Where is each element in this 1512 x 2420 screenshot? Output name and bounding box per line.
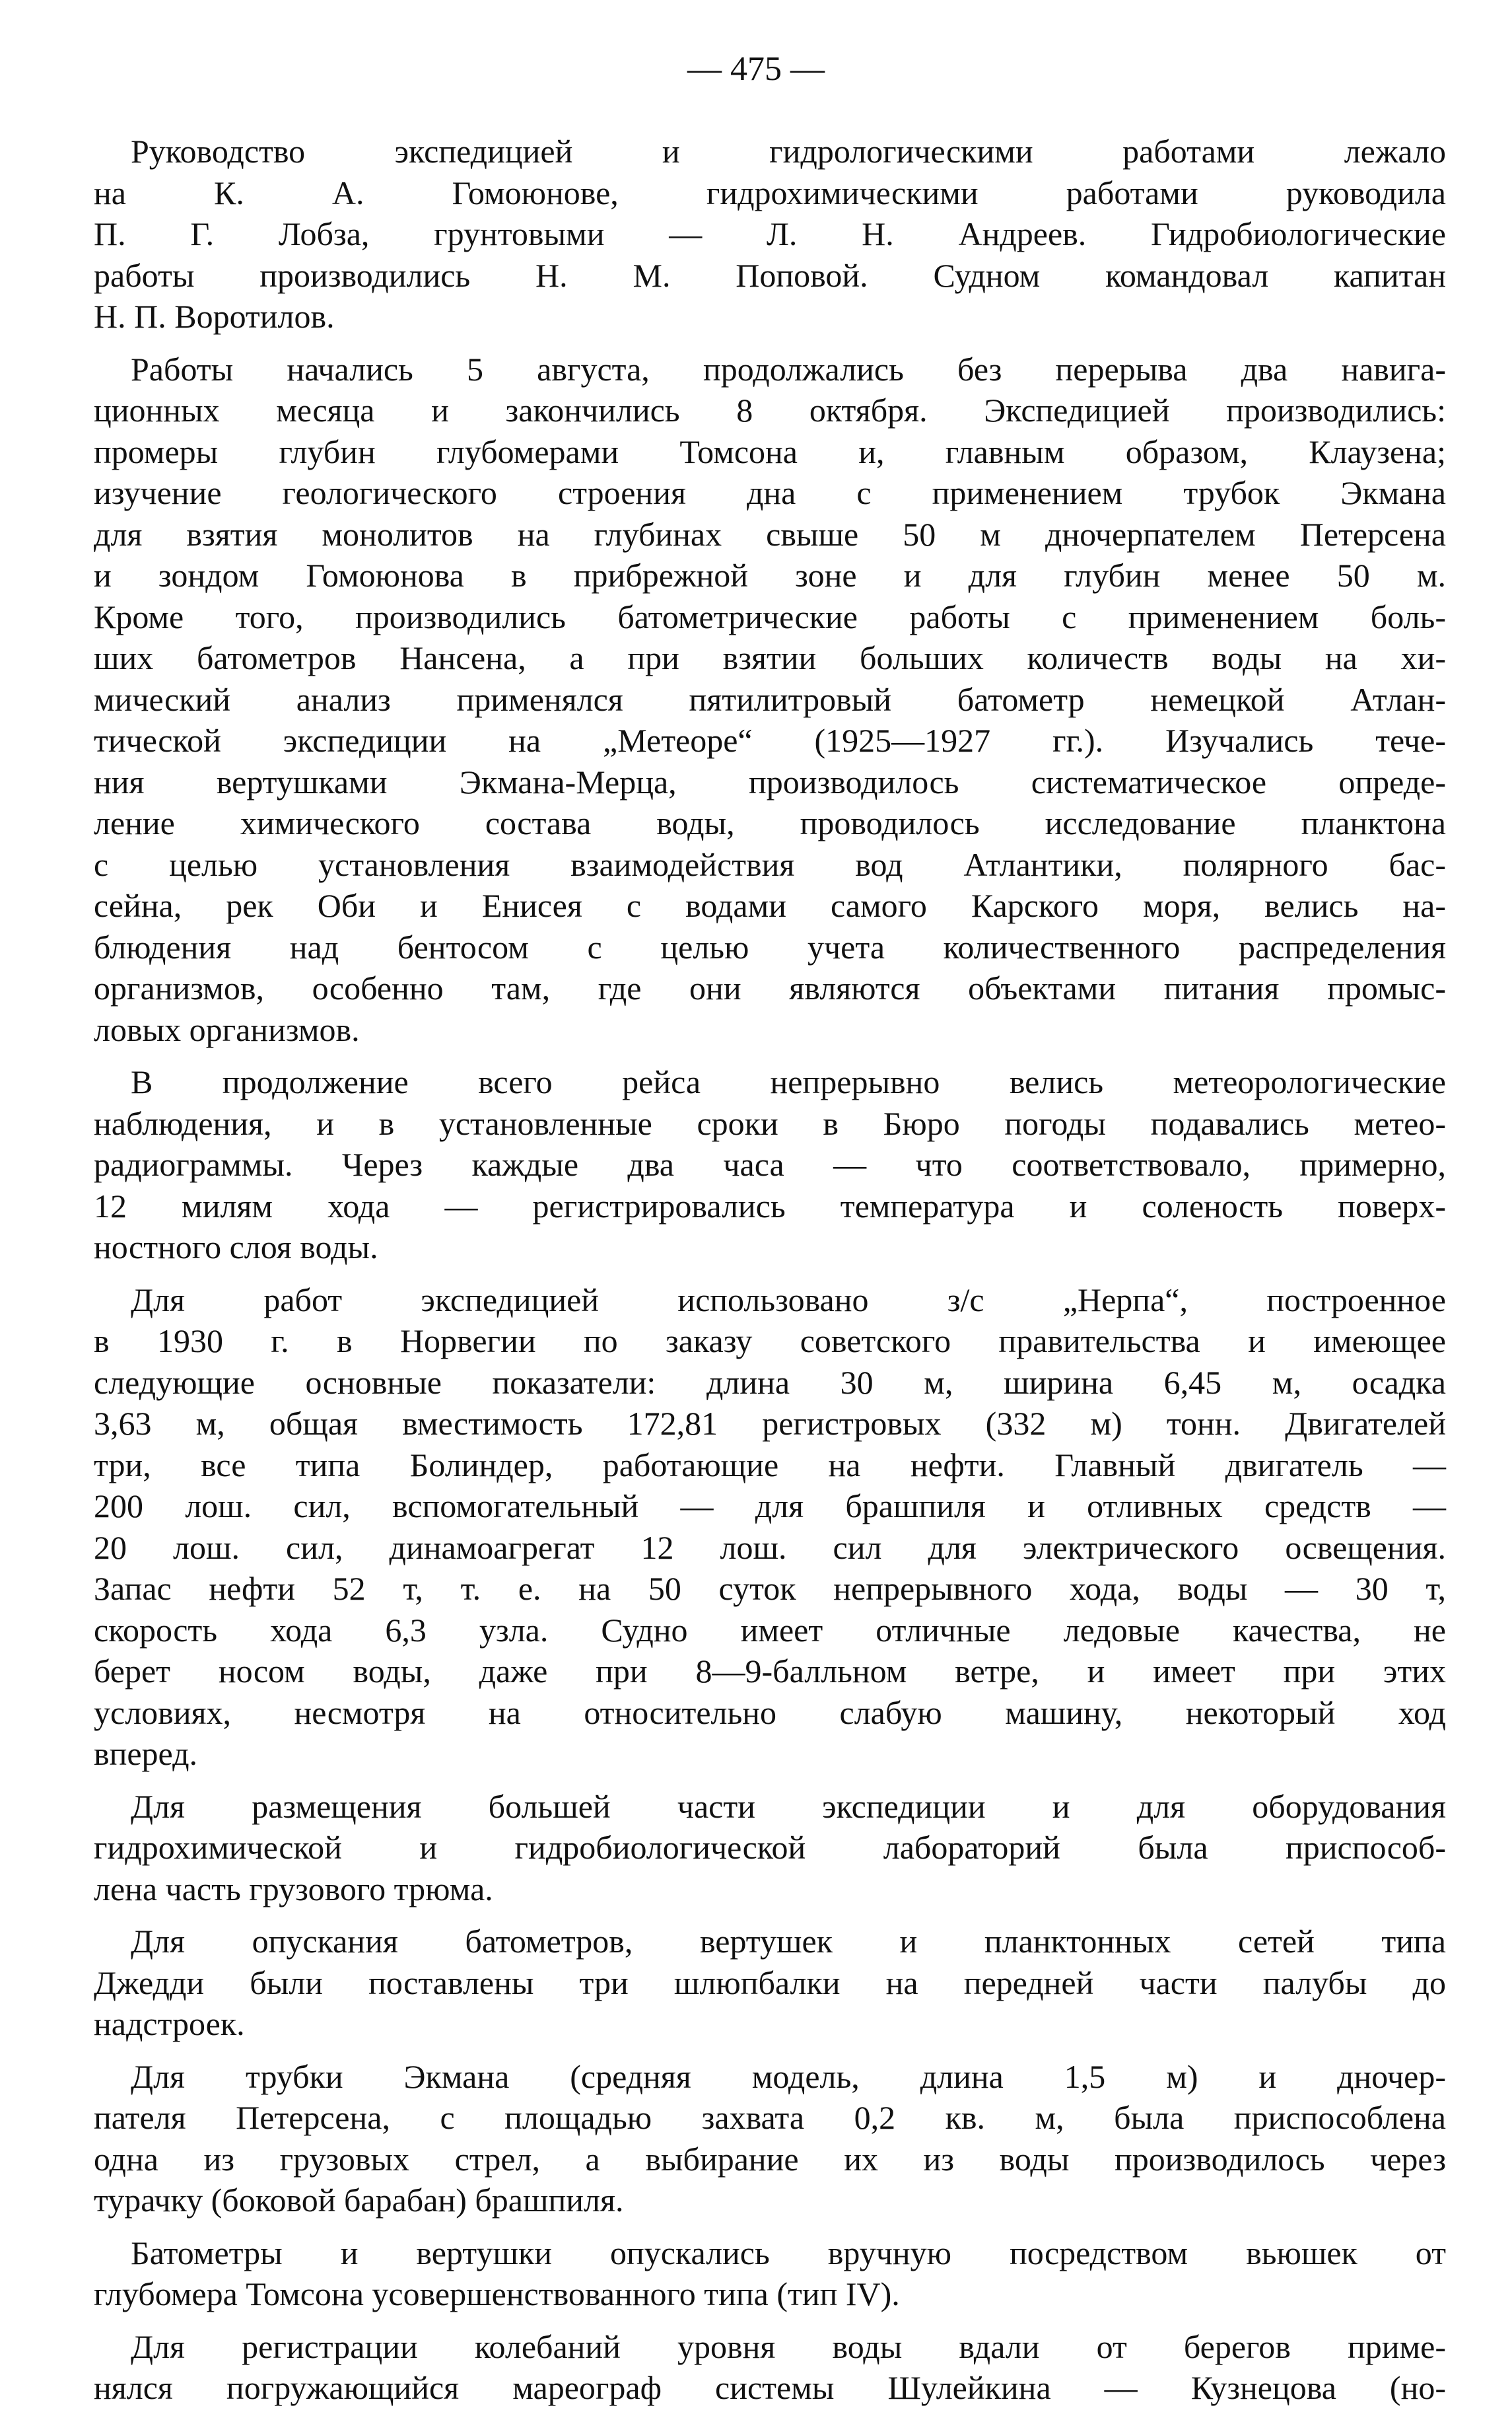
text-line: блюдения над бентосом с целью учета количественного распределения <box>94 928 1446 966</box>
text-line: работы производились Н. М. Поповой. Судном командовал капитан <box>94 256 1446 294</box>
text-line: тической экспедиции на „Метеоре“ (1925—1927 гг.). Изучались тече- <box>94 722 1446 759</box>
paragraph <box>94 1786 1446 1910</box>
text-line: В продолжение всего рейса непрерывно велись метеорологические <box>131 1063 1446 1100</box>
text-line: турачку (боковой барабан) брашпиля. <box>94 2182 624 2219</box>
text-line: ловых организмов. <box>94 1011 360 1048</box>
paragraph <box>94 2232 1446 2315</box>
text-line: на К. А. Гомоюнове, гидрохимическими работами руководила <box>94 174 1446 211</box>
text-line: и зондом Гомоюнова в прибрежной зоне и для глубин менее 50 м. <box>94 557 1446 594</box>
text-line: радиограммы. Через каждые два часа — что соответствовало, примерно, <box>94 1146 1446 1183</box>
text-line: Для размещения большей части экспедиции и для оборудования <box>131 1787 1446 1825</box>
text-line: П. Г. Лобза, грунтовыми — Л. Н. Андреев. Гидробиологические <box>94 215 1446 252</box>
text-line: ния вертушками Экмана-Мерца, производилось систематическое опреде- <box>94 763 1446 801</box>
text-line: организмов, особенно там, где они являются объектами питания промыс- <box>94 970 1446 1007</box>
text-line: ление химического состава воды, проводилось исследование планктона <box>94 804 1446 841</box>
text-line: Для регистрации колебаний уровня воды вдали от берегов приме- <box>131 2328 1446 2365</box>
text-line: Батометры и вертушки опускались вручную посредством вьюшек от <box>131 2234 1446 2271</box>
text-line: в 1930 г. в Норвегии по заказу советского правительства и имеющее <box>94 1322 1446 1359</box>
text-line: 200 лош. сил, вспомогательный — для брашпиля и отливных средств — <box>94 1487 1446 1524</box>
text-line: нялся погружающийся мареограф системы Шулейкина — Кузнецова (но- <box>94 2369 1446 2406</box>
text-line: Для трубки Экмана (средняя модель, длина 1,5 м) и дночер- <box>131 2057 1446 2095</box>
paragraph <box>94 131 1446 338</box>
text-line: Руководство экспедицией и гидрологическими работами лежало <box>131 133 1446 170</box>
text-line: Запас нефти 52 т, т. е. на 50 суток непрерывного хода, воды — 30 т, <box>94 1570 1446 1607</box>
text-line: надстроек. <box>94 2005 245 2042</box>
text-line: лена часть грузового трюма. <box>94 1870 493 1907</box>
text-line: наблюдения, и в установленные сроки в Бюро погоды подавались метео- <box>94 1104 1446 1142</box>
paragraph <box>94 1921 1446 2045</box>
text-line: следующие основные показатели: длина 30 м, ширина 6,45 м, осадка <box>94 1363 1446 1401</box>
text-line: изучение геологического строения дна с применением трубок Экмана <box>94 474 1446 511</box>
text-line: одна из грузовых стрел, а выбирание их из воды производилось через <box>94 2140 1446 2178</box>
paragraph <box>94 1279 1446 1775</box>
text-line: мический анализ применялся пятилитровый батометр немецкой Атлан- <box>94 680 1446 718</box>
page-number: — 475 — <box>687 50 825 88</box>
text-line: вперед. <box>94 1735 198 1772</box>
text-line: 12 милям хода — регистрировались температура и соленость поверх- <box>94 1187 1446 1225</box>
paragraph <box>94 2056 1446 2221</box>
text-line: 3,63 м, общая вместимость 172,81 регистровых (332 м) тонн. Двигателей <box>94 1405 1446 1442</box>
text-line: Джедди были поставлены три шлюпбалки на передней части палубы до <box>94 1964 1446 2001</box>
text-line: берет носом воды, даже при 8—9-балльном ветре, и имеет при этих <box>94 1653 1446 1690</box>
text-line: гидрохимической и гидробиологической лабораторий была приспособ- <box>94 1829 1446 1866</box>
text-line: промеры глубин глубомерами Томсона и, главным образом, Клаузена; <box>94 433 1446 470</box>
text-line: сейна, рек Оби и Енисея с водами самого Карского моря, велись на- <box>94 887 1446 924</box>
text-line: ших батометров Нансена, а при взятии больших количеств воды на хи- <box>94 639 1446 676</box>
text-line: пателя Петерсена, с площадью захвата 0,2 кв. м, была приспособлена <box>94 2099 1446 2136</box>
body-text <box>94 131 1446 2420</box>
text-line: Кроме того, производились батометрические работы с применением боль- <box>94 598 1446 635</box>
paragraph <box>94 1061 1446 1268</box>
text-line: скорость хода 6,3 узла. Судно имеет отличные ледовые качества, не <box>94 1611 1446 1649</box>
text-line: с целью установления взаимодействия вод Атлантики, полярного бас- <box>94 845 1446 883</box>
text-line: Работы начались 5 августа, продолжались без перерыва два навига- <box>131 350 1446 388</box>
text-line: три, все типа Болиндер, работающие на нефти. Главный двигатель — <box>94 1446 1446 1483</box>
text-line: Для опускания батометров, вертушек и планктонных сетей типа <box>131 1923 1446 1960</box>
text-line: глубомера Томсона усовершенствованного типа (тип IV). <box>94 2275 900 2312</box>
text-line: условиях, несмотря на относительно слабую машину, некоторый ход <box>94 1693 1446 1731</box>
paragraph <box>94 349 1446 1051</box>
paragraph <box>94 2326 1446 2409</box>
text-line: ционных месяца и закончились 8 октября. Экспедицией производились: <box>94 392 1446 429</box>
text-line: Для работ экспедицией использовано з/с „Нерпа“, построенное <box>131 1281 1446 1318</box>
text-line: 20 лош. сил, динамоагрегат 12 лош. сил для электрического освещения. <box>94 1528 1446 1566</box>
text-line: для взятия монолитов на глубинах свыше 50 м дночерпателем Петерсена <box>94 515 1446 553</box>
text-line: ностного слоя воды. <box>94 1228 378 1265</box>
text-line: Н. П. Воротилов. <box>94 298 335 335</box>
